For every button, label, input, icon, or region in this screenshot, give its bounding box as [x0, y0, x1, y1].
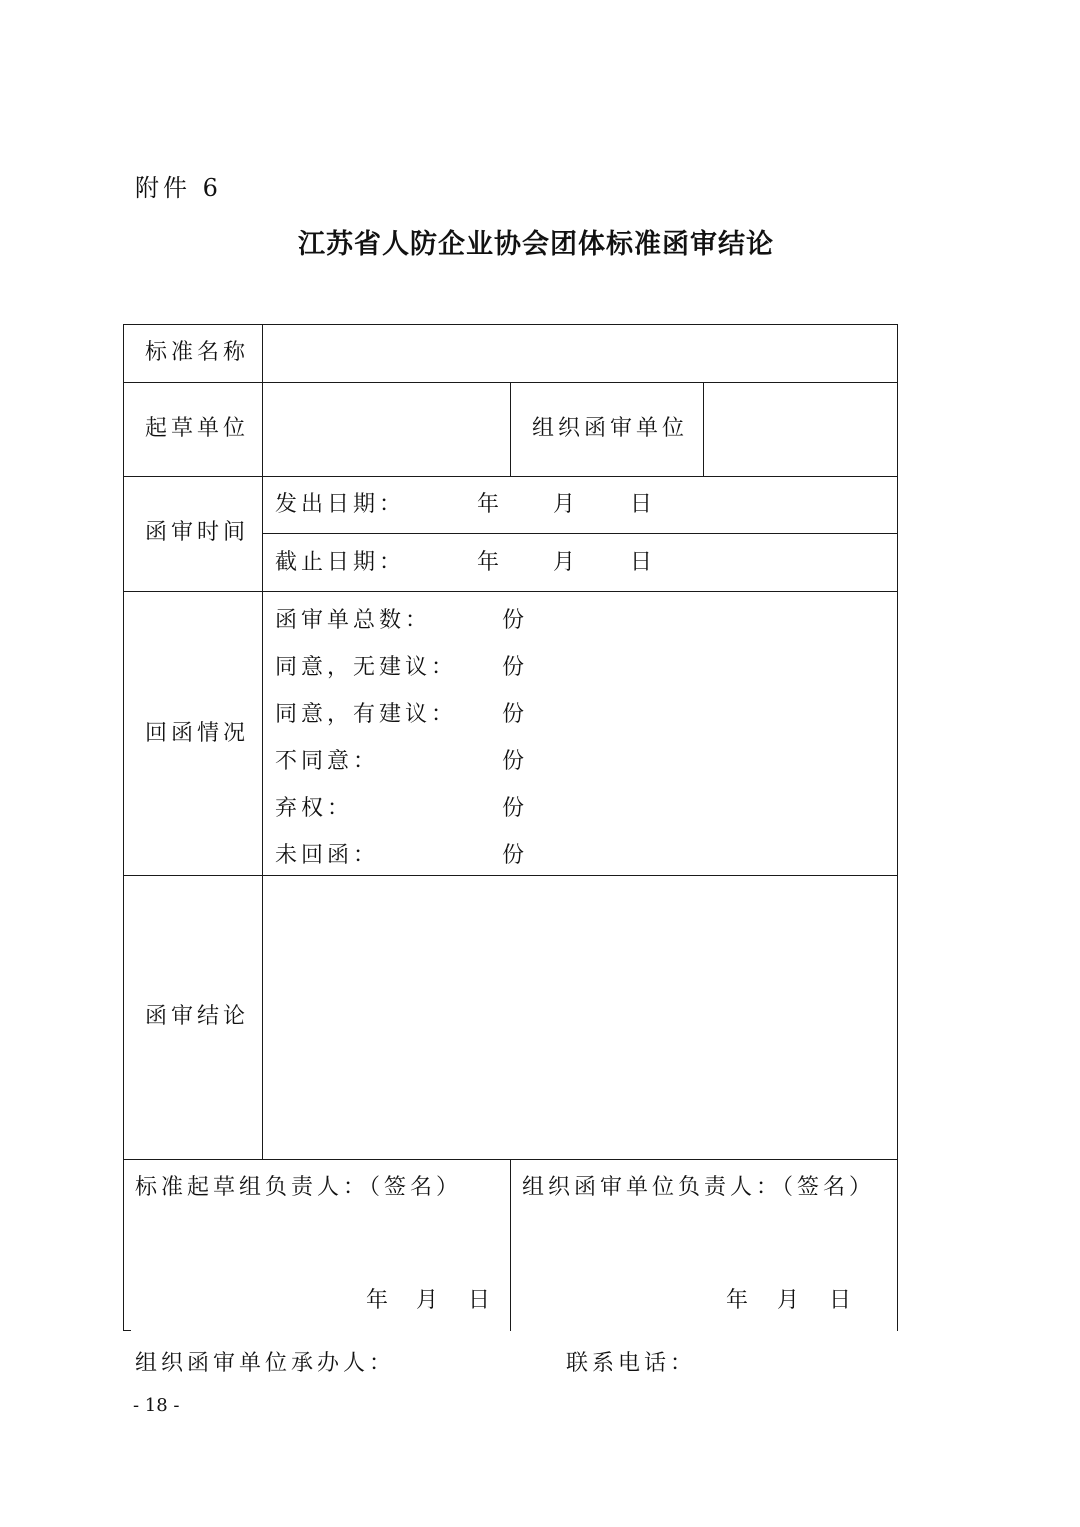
drafting-leader-month: 月	[416, 1288, 443, 1313]
table-border	[262, 324, 263, 1159]
table-border	[123, 591, 898, 592]
reply-row-unit: 份	[502, 796, 529, 821]
reply-row-label: 同意，有建议：	[275, 702, 458, 727]
reply-row-unit: 份	[502, 608, 529, 633]
table-border	[897, 324, 898, 1331]
reply-row-unit: 份	[502, 655, 529, 680]
conclusion-label: 函审结论	[145, 1004, 250, 1029]
drafting-leader-year: 年	[366, 1288, 393, 1313]
table-border	[703, 382, 704, 476]
reply-row-label: 未回函：	[275, 843, 380, 868]
attachment-label: 附件 6	[135, 174, 222, 202]
organizing-leader-month: 月	[777, 1288, 804, 1313]
review-time-label: 函审时间	[145, 520, 250, 545]
deadline-month: 月	[553, 550, 580, 575]
issue-date-year: 年	[477, 492, 504, 517]
reply-row-label: 函审单总数：	[275, 608, 432, 633]
table-border	[123, 1330, 131, 1331]
reply-row-unit: 份	[502, 702, 529, 727]
organizing-leader-day: 日	[829, 1288, 856, 1313]
table-border	[123, 875, 898, 876]
page-number: - 18 -	[133, 1395, 180, 1416]
drafting-leader-label: 标准起草组负责人：（签名）	[135, 1175, 463, 1200]
organizing-leader-label: 组织函审单位负责人：（签名）	[522, 1175, 876, 1200]
reply-status-label: 回函情况	[145, 721, 250, 746]
issue-date-day: 日	[630, 492, 657, 517]
issue-date-month: 月	[553, 492, 580, 517]
issue-date-label: 发出日期：	[275, 492, 406, 517]
deadline-label: 截止日期：	[275, 550, 406, 575]
deadline-year: 年	[477, 550, 504, 575]
phone-label: 联系电话：	[566, 1351, 697, 1376]
standard-name-label: 标准名称	[145, 340, 250, 365]
deadline-day: 日	[630, 550, 657, 575]
document-title: 江苏省人防企业协会团体标准函审结论	[298, 229, 774, 260]
organizing-unit-label: 组织函审单位	[532, 416, 689, 441]
organizing-leader-year: 年	[726, 1288, 753, 1313]
reply-row-label: 不同意：	[275, 749, 380, 774]
reply-row-unit: 份	[502, 843, 529, 868]
drafting-unit-label: 起草单位	[145, 416, 250, 441]
table-border	[123, 476, 898, 477]
drafting-leader-day: 日	[468, 1288, 495, 1313]
reply-row-label: 同意，无建议：	[275, 655, 458, 680]
handler-label: 组织函审单位承办人：	[135, 1351, 396, 1376]
reply-row-label: 弃权：	[275, 796, 354, 821]
table-border	[123, 324, 124, 1331]
table-border	[510, 382, 511, 476]
table-border	[510, 1159, 511, 1331]
table-border	[262, 533, 898, 534]
reply-row-unit: 份	[502, 749, 529, 774]
table-border	[123, 324, 898, 325]
